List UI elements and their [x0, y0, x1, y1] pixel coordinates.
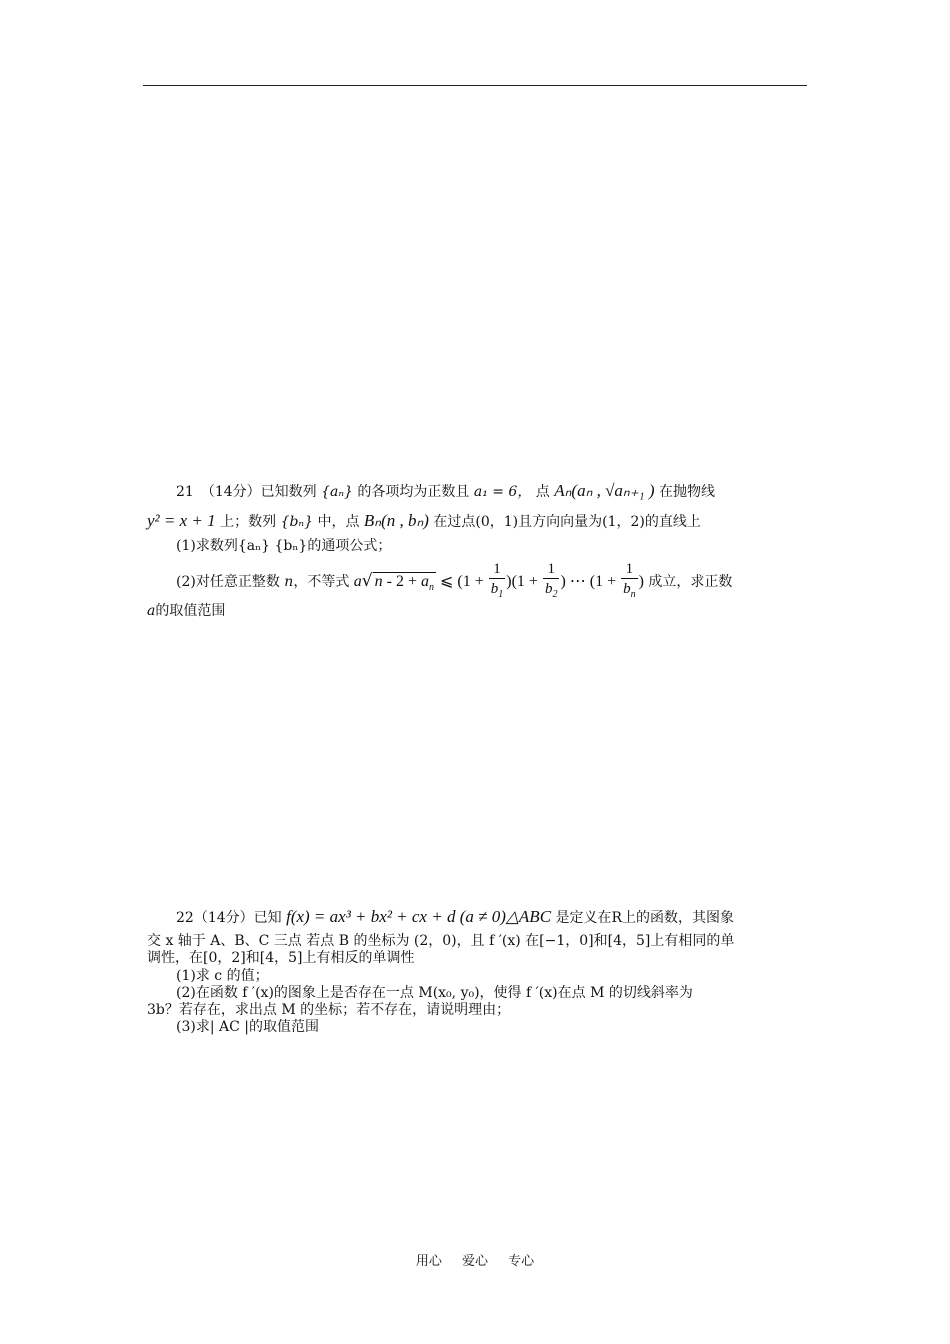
p21-part2-intro: (2)对任意正整数	[176, 574, 280, 591]
parabola-equation: y² = x + 1	[147, 511, 216, 530]
p21-point-label: 点	[535, 484, 550, 500]
footer-word-1: 用心	[415, 1254, 442, 1269]
p21-inequality-label: ，不等式	[293, 574, 350, 591]
function-formula: f(x) = ax³ + bx² + cx + d (a ≠ 0)△ABC	[286, 907, 552, 926]
p22-part3: (3)求| AC |的取值范围	[176, 1019, 319, 1035]
p21-parabola-text: 在抛物线	[658, 484, 715, 500]
p22-part1: (1)求 c 的值；	[176, 968, 269, 984]
seq-a: {aₙ}	[321, 484, 353, 500]
p21-part2	[176, 560, 732, 607]
point-A-formula: Aₙ(aₙ , √aₙ₊₁ )	[554, 481, 655, 500]
p21-intro: 21 （14分）已知数列	[176, 484, 317, 500]
p22-line1	[176, 908, 734, 927]
p21-positive-text: 的各项均为正数且	[357, 484, 470, 500]
p22-intro: 22（14分）已知	[176, 910, 282, 926]
seq-b: {bₙ}	[280, 514, 313, 530]
p22-part2-cont: 3b？若存在，求出点 M 的坐标；若不存在，请说明理由；	[147, 1002, 511, 1018]
inequality-formula: a√ $n - 2 + a_n$ ⩽ (1 + $\frac{1}{b_1}$ )(1 + $\frac{1}{b_2}$ ) ⋯ (1 + $\frac{1}{b_n}$ )	[353, 561, 644, 600]
header-rule	[143, 85, 807, 86]
p21-part2-end: 成立，求正数	[648, 574, 733, 591]
p21-line2	[147, 512, 701, 531]
page-footer	[0, 1250, 950, 1269]
p22-part2: (2)在函数 f ′(x)的图象上是否存在一点 M(x₀, y₀)，使得 f ′(x)在点 M 的切线斜率为	[176, 985, 693, 1001]
var-a: a	[147, 603, 156, 619]
p21-seq-b-text: 上；数列	[220, 514, 277, 530]
p22-function-text: 是定义在R上的函数，其图象	[555, 910, 735, 926]
footer-word-3: 专心	[508, 1254, 535, 1269]
a1-equation: a₁ = 6，	[473, 484, 532, 500]
p21-line-condition: 在过点(0，1)且方向向量为(1，2)的直线上	[433, 514, 701, 530]
p22-line2: 交 x 轴于 A、B、C 三点 若点 B 的坐标为 (2，0)，且 f ′(x) 在[−1，0]和[4，5]上有相同的单	[147, 933, 735, 949]
p21-part2-cont	[147, 602, 225, 620]
p21-range-text: 的取值范围	[155, 603, 226, 619]
footer-word-2: 爱心	[461, 1254, 488, 1269]
p22-line3: 调性，在[0，2]和[4，5]上有相反的单调性	[147, 950, 415, 966]
p21-line1	[176, 482, 715, 501]
p21-point-text: 中，点	[317, 514, 360, 530]
p21-part1: (1)求数列{aₙ} {bₙ}的通项公式；	[176, 538, 392, 554]
var-n: n	[284, 574, 294, 591]
point-B-formula: Bₙ(n , bₙ)	[363, 511, 429, 530]
